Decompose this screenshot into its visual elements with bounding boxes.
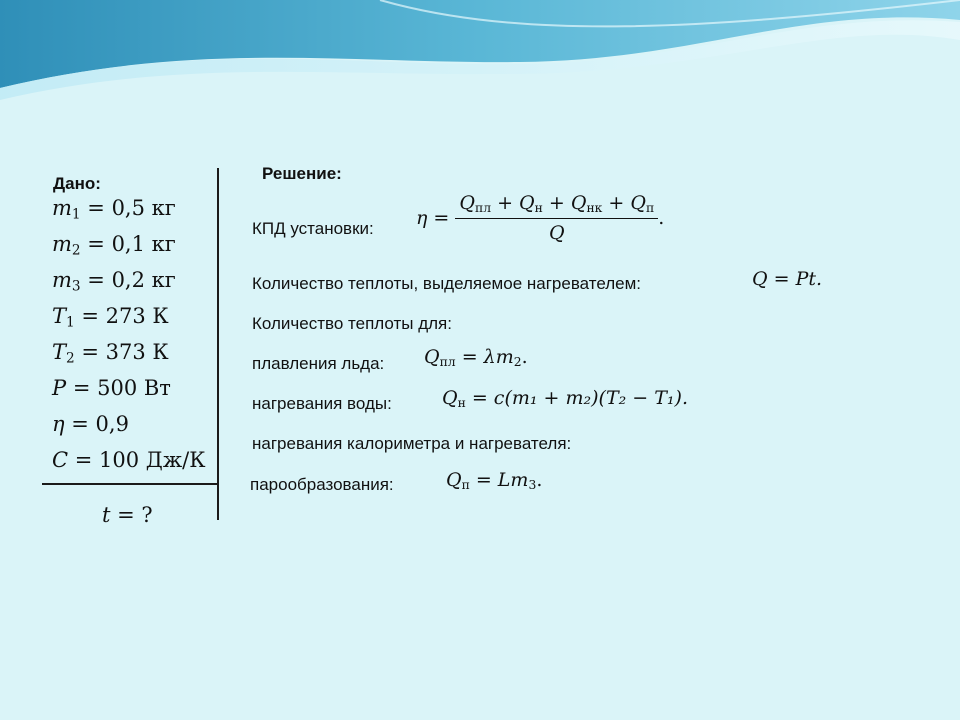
decorative-wave-banner <box>0 0 960 110</box>
given-list <box>52 190 206 478</box>
efficiency-label: КПД установки: <box>252 219 374 238</box>
given-item: $m_2 = 0,1$ кг <box>52 232 176 259</box>
given-item: $T_1 = 273$ К <box>52 304 169 331</box>
given-item: P = 500 Вт <box>52 376 171 400</box>
solution-title: Решение: <box>262 164 342 183</box>
vapor-label: парообразования: <box>250 475 394 494</box>
vertical-divider <box>217 168 219 520</box>
calorimeter-label: нагревания калориметра и нагревателя: <box>252 434 572 453</box>
given-item: $T_2 = 373$ К <box>52 340 169 367</box>
heater-formula: Q = Pt. <box>752 268 823 290</box>
vapor-formula: $Q_п = Lm_3$. <box>446 469 543 493</box>
given-item: η = 0,9 <box>52 412 129 436</box>
heater-label: Количество теплоты, выделяемое нагревателем: <box>252 274 642 293</box>
melting-formula: $Q_{пл} = \lambda m_2$. <box>424 346 528 370</box>
given-item: $m_3 = 0,2$ кг <box>52 268 176 295</box>
horizontal-divider <box>42 483 218 485</box>
given-title: Дано: <box>53 174 101 193</box>
given-item: $m_1 = 0,5$ кг <box>52 196 176 223</box>
given-item: C = 100 Дж/К <box>52 448 206 472</box>
heat-for-label: Количество теплоты для: <box>252 314 452 333</box>
water-label: нагревания воды: <box>252 394 392 413</box>
efficiency-formula: η = $\frac{Q_{пл} + Q_н + Q_{нк} + Q_п}{Q}$ . <box>416 192 665 245</box>
find-value: t = ? <box>102 503 153 527</box>
melting-label: плавления льда: <box>252 354 385 373</box>
water-formula: $Q_н = c(m_1 + m_2)(T_2 - T_1)$. <box>442 387 688 411</box>
